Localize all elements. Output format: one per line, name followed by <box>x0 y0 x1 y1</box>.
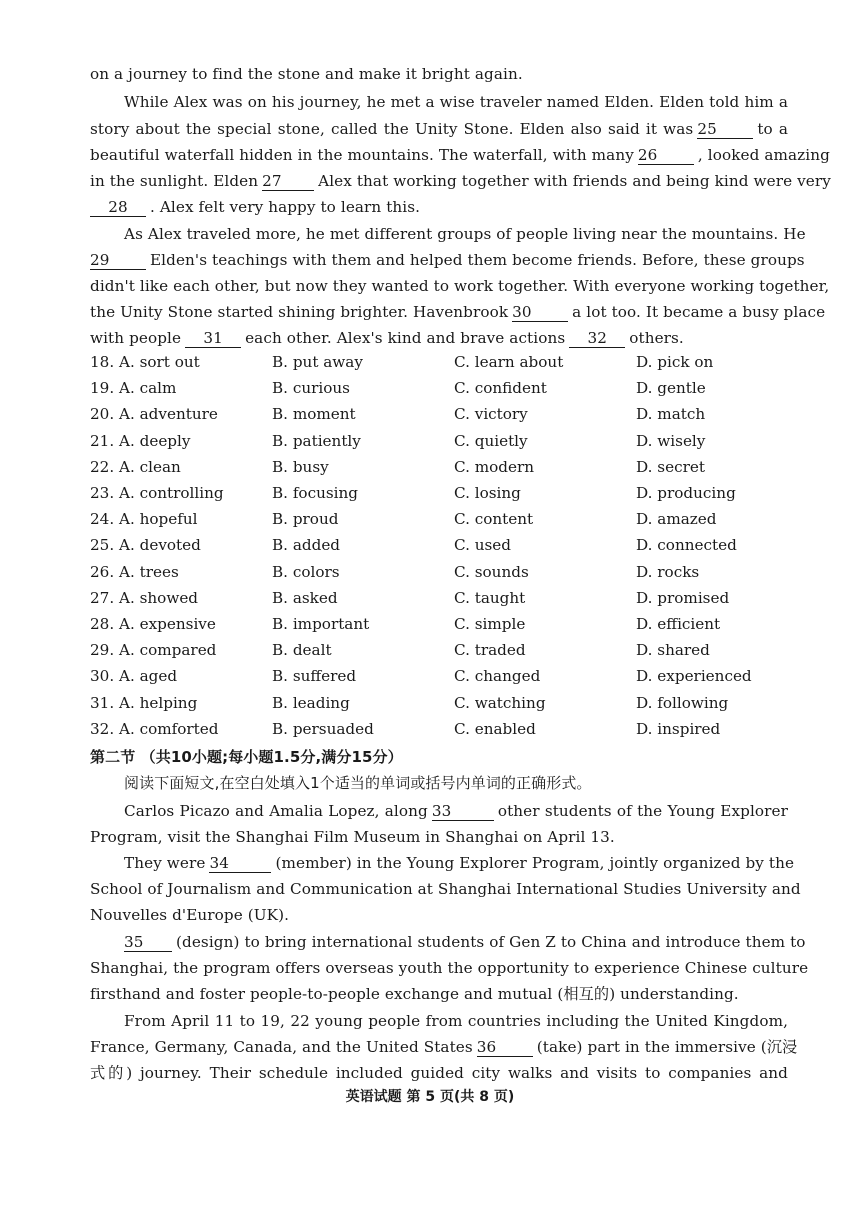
option-c: C. losing <box>454 484 521 502</box>
blank-26: 26 <box>638 146 694 165</box>
text-run: in the sunlight. Elden <box>90 172 259 190</box>
option-b: B. important <box>272 615 370 633</box>
text-run: others. <box>629 329 684 347</box>
passage-line: on a journey to find the stone and make it bright again. <box>90 65 523 83</box>
option-d: D. amazed <box>636 510 717 529</box>
passage-line: Shanghai, the program offers overseas youth the opportunity to experience Chinese culture <box>90 959 809 977</box>
option-d: D. match <box>636 405 706 424</box>
option-d: D. efficient <box>636 615 721 633</box>
passage-line: From April 11 to 19, 22 young people from countries including the United Kingdom, <box>124 1012 788 1030</box>
option-c: C. victory <box>454 405 528 424</box>
passage-line: School of Journalism and Communication at Shanghai International Studies University and <box>90 880 801 898</box>
option-a: 19. A. calm <box>90 379 177 398</box>
option-c: C. taught <box>454 588 526 607</box>
option-a: 31. A. helping <box>90 693 198 712</box>
text-run: beautiful waterfall hidden in the mountains. The waterfall, with many <box>90 146 634 164</box>
option-d: D. producing <box>636 484 736 502</box>
option-b: B. dealt <box>272 641 332 660</box>
passage-line <box>90 1037 798 1057</box>
passage-line <box>124 932 806 952</box>
option-row <box>90 719 790 745</box>
option-a: 20. A. adventure <box>90 405 218 424</box>
option-d: D. experienced <box>636 667 752 686</box>
option-c: C. enabled <box>454 719 536 738</box>
blank-36: 36 <box>477 1038 533 1057</box>
passage-line <box>124 801 788 821</box>
option-d: D. shared <box>636 641 710 660</box>
option-c: C. learn about <box>454 353 564 371</box>
option-a: 32. A. comforted <box>90 719 219 738</box>
text-run: other students of the Young Explorer <box>497 802 788 820</box>
option-a: 28. A. expensive <box>90 615 216 633</box>
option-row <box>90 562 790 588</box>
blank-34: 34 <box>209 854 271 873</box>
passage-line: firsthand and foster people-to-people exchange and mutual (相互的) understanding. <box>90 985 739 1003</box>
text-run: Carlos Picazo and Amalia Lopez, along <box>124 802 428 820</box>
option-c: C. used <box>454 536 512 555</box>
option-c: C. content <box>454 510 534 529</box>
option-row <box>90 352 790 378</box>
option-a: 29. A. compared <box>90 641 217 660</box>
blank-29: 29 <box>90 251 146 270</box>
option-row <box>90 509 790 535</box>
text-run: Alex that working together with friends and being kind were very <box>318 172 831 190</box>
blank-33: 33 <box>432 802 494 821</box>
option-row <box>90 378 790 404</box>
option-d: D. wisely <box>636 431 706 450</box>
page-footer: 英语试题 第 5 页(共 8 页) <box>345 1089 515 1105</box>
passage-line: 式的) journey. Their schedule included guided city walks and visits to companies and <box>90 1064 788 1082</box>
option-d: D. connected <box>636 536 737 555</box>
passage-line: Program, visit the Shanghai Film Museum in Shanghai on April 13. <box>90 828 615 846</box>
text-run: (design) to bring international students of Gen Z to China and introduce them to <box>176 933 806 951</box>
option-a: 24. A. hopeful <box>90 510 198 529</box>
option-row <box>90 457 790 483</box>
option-row <box>90 431 790 457</box>
option-row <box>90 483 790 509</box>
option-c: C. sounds <box>454 562 529 581</box>
passage-line <box>90 250 805 270</box>
option-a: 25. A. devoted <box>90 536 201 555</box>
option-row <box>90 640 790 666</box>
blank-30: 30 <box>512 303 568 322</box>
blank-27: 27 <box>262 172 314 191</box>
option-b: B. colors <box>272 562 340 581</box>
option-row <box>90 404 790 430</box>
passage-line <box>90 119 788 139</box>
section-heading: 第二节 （共10小题;每小题1.5分,满分15分） <box>90 748 403 766</box>
option-d: D. rocks <box>636 562 700 581</box>
passage-line <box>90 197 788 217</box>
blank-35: 35 <box>124 933 172 952</box>
option-row <box>90 693 790 719</box>
passage-line: Nouvelles d'Europe (UK). <box>90 906 290 924</box>
text-run: story about the special stone, called the Unity Stone. Elden also said it was <box>90 120 694 138</box>
option-a: 23. A. controlling <box>90 484 224 502</box>
option-b: B. curious <box>272 379 350 398</box>
text-run: with people <box>90 329 182 347</box>
blank-31: 31 <box>185 329 241 348</box>
option-b: B. suffered <box>272 667 357 686</box>
text-run: . Alex felt very happy to learn this. <box>150 198 421 216</box>
passage-line <box>90 171 831 191</box>
option-d: D. promised <box>636 588 730 607</box>
text-run: each other. Alex's kind and brave actions <box>245 329 566 347</box>
passage-line <box>90 328 788 348</box>
passage-line: didn't like each other, but now they wanted to work together. With everyone working together, <box>90 277 830 295</box>
text-run: Elden's teachings with them and helped them become friends. Before, these groups <box>150 251 805 269</box>
passage-line: While Alex was on his journey, he met a wise traveler named Elden. Elden told him a <box>124 93 788 111</box>
option-c: C. quietly <box>454 431 528 450</box>
option-c: C. simple <box>454 615 526 633</box>
text-run: France, Germany, Canada, and the United States <box>90 1038 473 1056</box>
text-run: (member) in the Young Explorer Program, jointly organized by the <box>275 854 795 872</box>
text-run: They were <box>124 854 206 872</box>
section-instruction: 阅读下面短文,在空白处填入1个适当的单词或括号内单词的正确形式。 <box>124 774 592 792</box>
option-b: B. leading <box>272 693 350 712</box>
option-c: C. modern <box>454 457 535 476</box>
text-run: , looked amazing <box>697 146 830 164</box>
option-b: B. persuaded <box>272 719 374 738</box>
option-row <box>90 535 790 561</box>
option-d: D. inspired <box>636 719 721 738</box>
option-b: B. busy <box>272 457 329 476</box>
text-run: a lot too. It became a busy place <box>572 303 826 321</box>
option-b: B. proud <box>272 510 339 529</box>
option-a: 30. A. aged <box>90 667 178 686</box>
option-a: 21. A. deeply <box>90 431 191 450</box>
passage-line <box>90 302 826 322</box>
option-c: C. changed <box>454 667 541 686</box>
option-row <box>90 588 790 614</box>
option-d: D. gentle <box>636 379 706 398</box>
option-d: D. secret <box>636 457 705 476</box>
option-c: C. confident <box>454 379 547 398</box>
option-a: 27. A. showed <box>90 588 199 607</box>
passage-line <box>124 853 795 873</box>
option-b: B. asked <box>272 588 338 607</box>
option-row <box>90 666 790 692</box>
option-b: B. focusing <box>272 484 359 502</box>
option-c: C. watching <box>454 693 546 712</box>
text-run: to a <box>757 120 789 138</box>
blank-28: 28 <box>90 198 146 217</box>
option-b: B. moment <box>272 405 356 424</box>
option-a: 26. A. trees <box>90 562 179 581</box>
blank-25: 25 <box>697 120 753 139</box>
passage-line: As Alex traveled more, he met different groups of people living near the mountains. He <box>124 225 806 243</box>
option-b: B. put away <box>272 353 363 371</box>
option-b: B. added <box>272 536 341 555</box>
option-d: D. following <box>636 693 729 712</box>
text-run: the Unity Stone started shining brighter. Havenbrook <box>90 303 509 321</box>
option-d: D. pick on <box>636 353 714 371</box>
passage-line <box>90 145 830 165</box>
option-row <box>90 614 790 640</box>
blank-32: 32 <box>569 329 625 348</box>
option-c: C. traded <box>454 641 526 660</box>
text-run: (take) part in the immersive (沉浸 <box>536 1038 798 1056</box>
option-a: 22. A. clean <box>90 457 181 476</box>
option-b: B. patiently <box>272 431 361 450</box>
option-a: 18. A. sort out <box>90 353 200 371</box>
